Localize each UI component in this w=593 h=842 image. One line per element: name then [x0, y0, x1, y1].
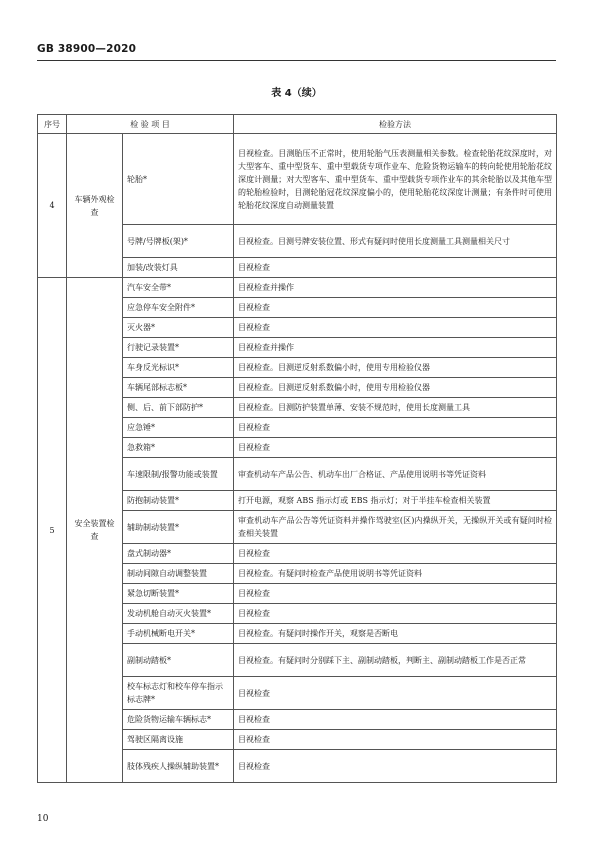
- item-cell: 应急锤*: [123, 418, 234, 438]
- method-cell: 目视检查。目测防护装置单薄、安装不规范时，使用长度测量工具: [234, 398, 557, 418]
- method-cell: 目视检查: [234, 438, 557, 458]
- category-cell: 车辆外观检查: [67, 134, 123, 278]
- category-cell: 安全装置检查: [67, 278, 123, 783]
- item-cell: 紧急切断装置*: [123, 584, 234, 604]
- item-cell: 制动间隙自动调整装置: [123, 564, 234, 584]
- seq-cell: 5: [38, 278, 67, 783]
- header-item: 检 验 项 目: [67, 115, 234, 134]
- item-cell: 行驶记录装置*: [123, 338, 234, 358]
- method-cell: 审查机动车产品公告等凭证资料并操作驾驶室(区)内操纵开关，无操纵开关或有疑问时检查相关装置: [234, 511, 557, 544]
- item-cell: 号牌/号牌板(架)*: [123, 225, 234, 258]
- table-header-row: [38, 115, 557, 134]
- item-cell: 辅助制动装置*: [123, 511, 234, 544]
- page-number: 10: [37, 814, 49, 824]
- method-cell: 目视检查: [234, 544, 557, 564]
- method-cell: 目视检查。目测逆反射系数偏小时，使用专用检验仪器: [234, 378, 557, 398]
- table-row: [38, 134, 557, 225]
- method-cell: 目视检查: [234, 258, 557, 278]
- item-cell: 盘式制动器*: [123, 544, 234, 564]
- item-cell: 车身反光标识*: [123, 358, 234, 378]
- method-cell: 目视检查: [234, 584, 557, 604]
- item-cell: 肢体残疾人操纵辅助装置*: [123, 750, 234, 783]
- item-cell: 汽车安全带*: [123, 278, 234, 298]
- item-cell: 驾驶区隔离设施: [123, 730, 234, 750]
- seq-cell: 4: [38, 134, 67, 278]
- method-cell: 目视检查。目测胎压不正常时，使用轮胎气压表测量相关参数。检查轮胎花纹深度时，对大型客车、重中型货车、重中型载货专项作业车、危险货物运输车的转向轮使用轮胎花纹深度计测量；对大型客车、重中型货车、重中型载货专项作业车的其余轮胎以及其他车型的轮胎检验时，目测轮胎冠花纹深度偏小的，使用轮胎花纹深度计测量；有条件时可使用轮胎花纹深度自动测量装置: [234, 134, 557, 225]
- header-rule: [37, 60, 556, 61]
- item-cell: 加装/改装灯具: [123, 258, 234, 278]
- item-cell: 危险货物运输车辆标志*: [123, 710, 234, 730]
- method-cell: 打开电源，观察 ABS 指示灯或 EBS 指示灯；对于半挂车检查相关装置: [234, 491, 557, 511]
- method-cell: 目视检查: [234, 298, 557, 318]
- header-seq: 序号: [38, 115, 67, 134]
- item-cell: 轮胎*: [123, 134, 234, 225]
- table-caption: 表 4（续）: [271, 88, 322, 99]
- method-cell: 目视检查: [234, 318, 557, 338]
- method-cell: 目视检查: [234, 604, 557, 624]
- method-cell: 目视检查。有疑问时检查产品使用说明书等凭证资料: [234, 564, 557, 584]
- method-cell: 目视检查: [234, 710, 557, 730]
- item-cell: 车速限制/报警功能或装置: [123, 458, 234, 491]
- inspection-table: [37, 114, 557, 783]
- method-cell: 目视检查: [234, 418, 557, 438]
- method-cell: 目视检查并操作: [234, 278, 557, 298]
- item-cell: 发动机舱自动灭火装置*: [123, 604, 234, 624]
- item-cell: 车辆尾部标志板*: [123, 378, 234, 398]
- method-cell: 目视检查并操作: [234, 338, 557, 358]
- method-cell: 审查机动车产品公告、机动车出厂合格证、产品使用说明书等凭证资料: [234, 458, 557, 491]
- method-cell: 目视检查: [234, 730, 557, 750]
- method-cell: 目视检查。有疑问时分别踩下主、副制动踏板，判断主、副制动踏板工作是否正常: [234, 644, 557, 677]
- method-cell: 目视检查。有疑问时操作开关，观察是否断电: [234, 624, 557, 644]
- item-cell: 灭火器*: [123, 318, 234, 338]
- method-cell: 目视检查。目测号牌安装位置、形式有疑问时使用长度测量工具测量相关尺寸: [234, 225, 557, 258]
- item-cell: 防抱制动装置*: [123, 491, 234, 511]
- item-cell: 校车标志灯和校车停车指示标志牌*: [123, 677, 234, 710]
- standard-number: GB 38900—2020: [37, 43, 137, 55]
- item-cell: 手动机械断电开关*: [123, 624, 234, 644]
- item-cell: 副制动踏板*: [123, 644, 234, 677]
- table-row: [38, 278, 557, 298]
- method-cell: 目视检查: [234, 677, 557, 710]
- item-cell: 应急停车安全附件*: [123, 298, 234, 318]
- item-cell: 侧、后、前下部防护*: [123, 398, 234, 418]
- method-cell: 目视检查。目测逆反射系数偏小时，使用专用检验仪器: [234, 358, 557, 378]
- item-cell: 急救箱*: [123, 438, 234, 458]
- method-cell: 目视检查: [234, 750, 557, 783]
- header-method: 检验方法: [234, 115, 557, 134]
